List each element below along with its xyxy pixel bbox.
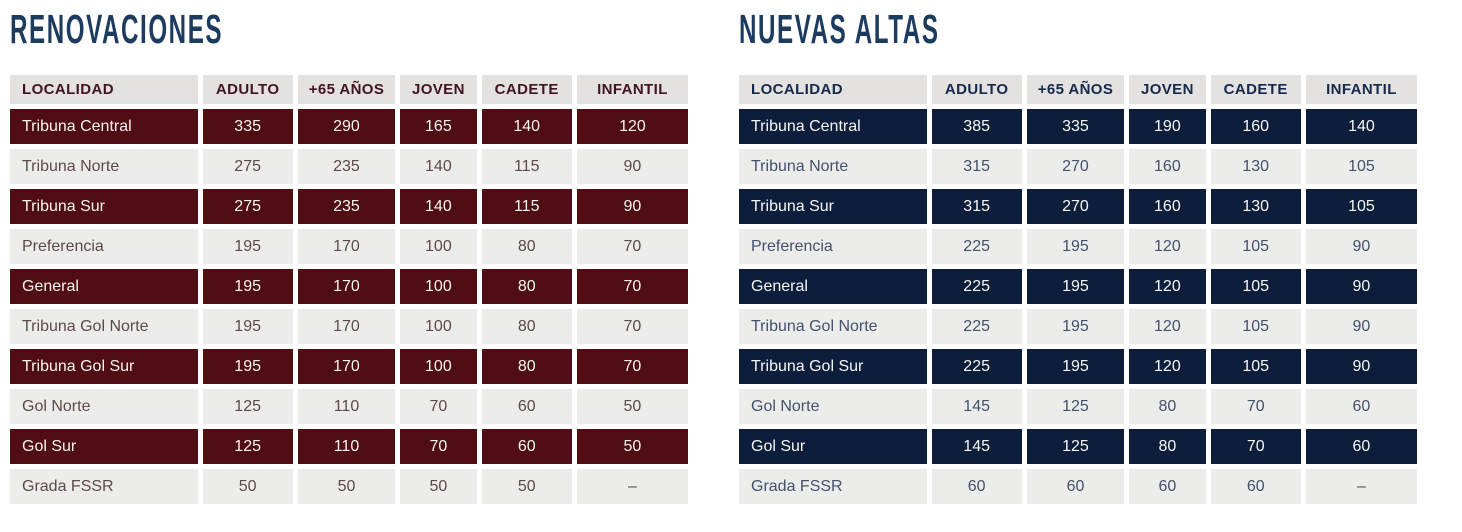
- table-row: [10, 389, 688, 424]
- table-row: [10, 469, 688, 504]
- price-value-cell: 235: [298, 189, 395, 224]
- table-row: [10, 229, 688, 264]
- price-value-cell: 80: [1129, 429, 1205, 464]
- price-value-cell: 80: [482, 229, 572, 264]
- price-value-cell: 235: [298, 149, 395, 184]
- price-value-cell: 70: [577, 309, 688, 344]
- nuevas-altas-section: [739, 4, 1427, 509]
- price-value-cell: 290: [298, 109, 395, 144]
- renovaciones-title-text: RENOVACIONES: [10, 6, 224, 53]
- price-value-cell: 195: [203, 269, 293, 304]
- row-label-cell: Tribuna Sur: [739, 189, 927, 224]
- price-value-cell: 105: [1211, 309, 1301, 344]
- price-value-cell: 70: [400, 429, 476, 464]
- table-row: [10, 429, 688, 464]
- price-value-cell: 110: [298, 429, 395, 464]
- price-value-cell: 170: [298, 309, 395, 344]
- price-value-cell: 100: [400, 269, 476, 304]
- price-value-cell: 70: [577, 269, 688, 304]
- price-value-cell: 120: [1129, 349, 1205, 384]
- price-value-cell: 50: [203, 469, 293, 504]
- price-value-cell: 125: [1027, 389, 1124, 424]
- table-row: [739, 269, 1417, 304]
- price-value-cell: 105: [1306, 149, 1417, 184]
- price-value-cell: 50: [482, 469, 572, 504]
- table-row: [739, 109, 1417, 144]
- price-value-cell: –: [1306, 469, 1417, 504]
- table-row: [739, 309, 1417, 344]
- nuevas-altas-title-text: NUEVAS ALTAS: [739, 6, 940, 53]
- row-label-cell: Gol Sur: [10, 429, 198, 464]
- header-row: [739, 75, 1417, 104]
- price-value-cell: 50: [577, 429, 688, 464]
- price-value-cell: 195: [1027, 349, 1124, 384]
- price-value-cell: 225: [932, 309, 1022, 344]
- column-header-localidad: LOCALIDAD: [10, 75, 198, 104]
- header-row: [10, 75, 688, 104]
- price-value-cell: 60: [1306, 389, 1417, 424]
- column-header-65: +65 AÑOS: [298, 75, 395, 104]
- price-value-cell: 315: [932, 149, 1022, 184]
- renovaciones-table-body: [10, 109, 688, 504]
- row-label-cell: Tribuna Gol Sur: [739, 349, 927, 384]
- price-value-cell: 90: [577, 189, 688, 224]
- row-label-cell: Tribuna Gol Norte: [10, 309, 198, 344]
- table-row: [10, 189, 688, 224]
- price-value-cell: 270: [1027, 189, 1124, 224]
- row-label-cell: Tribuna Gol Sur: [10, 349, 198, 384]
- price-value-cell: 120: [1129, 309, 1205, 344]
- price-value-cell: 60: [1211, 469, 1301, 504]
- row-label-cell: Tribuna Norte: [739, 149, 927, 184]
- row-label-cell: Preferencia: [10, 229, 198, 264]
- price-value-cell: 140: [400, 189, 476, 224]
- price-value-cell: 60: [932, 469, 1022, 504]
- column-header-localidad: LOCALIDAD: [739, 75, 927, 104]
- row-label-cell: Tribuna Norte: [10, 149, 198, 184]
- row-label-cell: Grada FSSR: [739, 469, 927, 504]
- price-value-cell: 140: [400, 149, 476, 184]
- price-value-cell: 225: [932, 229, 1022, 264]
- price-value-cell: 170: [298, 229, 395, 264]
- column-header-cadete: CADETE: [482, 75, 572, 104]
- row-label-cell: Preferencia: [739, 229, 927, 264]
- price-value-cell: 70: [577, 229, 688, 264]
- price-value-cell: 70: [577, 349, 688, 384]
- price-value-cell: 120: [1129, 229, 1205, 264]
- row-label-cell: Tribuna Sur: [10, 189, 198, 224]
- price-value-cell: 60: [1306, 429, 1417, 464]
- price-value-cell: 100: [400, 309, 476, 344]
- price-value-cell: 170: [298, 269, 395, 304]
- price-value-cell: 225: [932, 349, 1022, 384]
- price-value-cell: 315: [932, 189, 1022, 224]
- price-value-cell: 195: [1027, 229, 1124, 264]
- price-value-cell: 90: [1306, 229, 1417, 264]
- price-value-cell: 60: [482, 429, 572, 464]
- price-value-cell: 70: [400, 389, 476, 424]
- price-value-cell: –: [577, 469, 688, 504]
- price-value-cell: 160: [1129, 149, 1205, 184]
- price-value-cell: 100: [400, 349, 476, 384]
- price-value-cell: 120: [577, 109, 688, 144]
- row-label-cell: Tribuna Central: [10, 109, 198, 144]
- row-label-cell: Gol Norte: [10, 389, 198, 424]
- column-header-adulto: ADULTO: [203, 75, 293, 104]
- price-value-cell: 80: [482, 309, 572, 344]
- price-value-cell: 195: [203, 309, 293, 344]
- price-value-cell: 80: [482, 269, 572, 304]
- row-label-cell: Gol Norte: [739, 389, 927, 424]
- renovaciones-table-header: [10, 75, 688, 104]
- renovaciones-section: [10, 4, 698, 509]
- price-value-cell: 160: [1129, 189, 1205, 224]
- price-value-cell: 130: [1211, 189, 1301, 224]
- renovaciones-table: [5, 70, 693, 509]
- price-value-cell: 225: [932, 269, 1022, 304]
- row-label-cell: Gol Sur: [739, 429, 927, 464]
- price-value-cell: 80: [1129, 389, 1205, 424]
- price-value-cell: 160: [1211, 109, 1301, 144]
- price-value-cell: 105: [1306, 189, 1417, 224]
- table-row: [10, 349, 688, 384]
- price-value-cell: 115: [482, 149, 572, 184]
- price-value-cell: 60: [482, 389, 572, 424]
- price-value-cell: 125: [203, 429, 293, 464]
- price-value-cell: 335: [203, 109, 293, 144]
- nuevas-altas-table-body: [739, 109, 1417, 504]
- price-value-cell: 335: [1027, 109, 1124, 144]
- price-value-cell: 140: [1306, 109, 1417, 144]
- price-value-cell: 90: [577, 149, 688, 184]
- table-row: [10, 149, 688, 184]
- column-header-65: +65 AÑOS: [1027, 75, 1124, 104]
- table-row: [739, 429, 1417, 464]
- price-value-cell: 115: [482, 189, 572, 224]
- table-row: [739, 349, 1417, 384]
- column-header-adulto: ADULTO: [932, 75, 1022, 104]
- price-value-cell: 195: [203, 349, 293, 384]
- price-value-cell: 195: [203, 229, 293, 264]
- row-label-cell: Tribuna Central: [739, 109, 927, 144]
- price-value-cell: 170: [298, 349, 395, 384]
- price-value-cell: 50: [298, 469, 395, 504]
- price-value-cell: 110: [298, 389, 395, 424]
- price-value-cell: 385: [932, 109, 1022, 144]
- table-row: [739, 229, 1417, 264]
- column-header-joven: JOVEN: [1129, 75, 1205, 104]
- price-value-cell: 105: [1211, 349, 1301, 384]
- table-row: [739, 189, 1417, 224]
- price-value-cell: 140: [482, 109, 572, 144]
- price-value-cell: 130: [1211, 149, 1301, 184]
- row-label-cell: General: [10, 269, 198, 304]
- price-value-cell: 165: [400, 109, 476, 144]
- price-value-cell: 105: [1211, 269, 1301, 304]
- column-header-cadete: CADETE: [1211, 75, 1301, 104]
- price-value-cell: 275: [203, 189, 293, 224]
- row-label-cell: General: [739, 269, 927, 304]
- price-value-cell: 90: [1306, 269, 1417, 304]
- price-value-cell: 60: [1027, 469, 1124, 504]
- price-value-cell: 125: [1027, 429, 1124, 464]
- price-value-cell: 70: [1211, 429, 1301, 464]
- price-value-cell: 90: [1306, 309, 1417, 344]
- renovaciones-title: [10, 4, 698, 56]
- row-label-cell: Tribuna Gol Norte: [739, 309, 927, 344]
- price-value-cell: 125: [203, 389, 293, 424]
- table-row: [10, 269, 688, 304]
- price-value-cell: 195: [1027, 309, 1124, 344]
- price-value-cell: 195: [1027, 269, 1124, 304]
- table-row: [10, 309, 688, 344]
- table-row: [10, 109, 688, 144]
- price-value-cell: 50: [577, 389, 688, 424]
- column-header-joven: JOVEN: [400, 75, 476, 104]
- price-value-cell: 190: [1129, 109, 1205, 144]
- price-value-cell: 270: [1027, 149, 1124, 184]
- price-value-cell: 90: [1306, 349, 1417, 384]
- price-value-cell: 80: [482, 349, 572, 384]
- price-value-cell: 275: [203, 149, 293, 184]
- row-label-cell: Grada FSSR: [10, 469, 198, 504]
- table-row: [739, 389, 1417, 424]
- price-value-cell: 145: [932, 389, 1022, 424]
- nuevas-altas-table-header: [739, 75, 1417, 104]
- price-value-cell: 50: [400, 469, 476, 504]
- price-value-cell: 60: [1129, 469, 1205, 504]
- price-value-cell: 105: [1211, 229, 1301, 264]
- price-value-cell: 120: [1129, 269, 1205, 304]
- nuevas-altas-title: [739, 4, 1427, 56]
- price-value-cell: 70: [1211, 389, 1301, 424]
- column-header-infantil: INFANTIL: [1306, 75, 1417, 104]
- column-header-infantil: INFANTIL: [577, 75, 688, 104]
- table-row: [739, 149, 1417, 184]
- price-value-cell: 145: [932, 429, 1022, 464]
- nuevas-altas-table: [734, 70, 1422, 509]
- table-row: [739, 469, 1417, 504]
- price-value-cell: 100: [400, 229, 476, 264]
